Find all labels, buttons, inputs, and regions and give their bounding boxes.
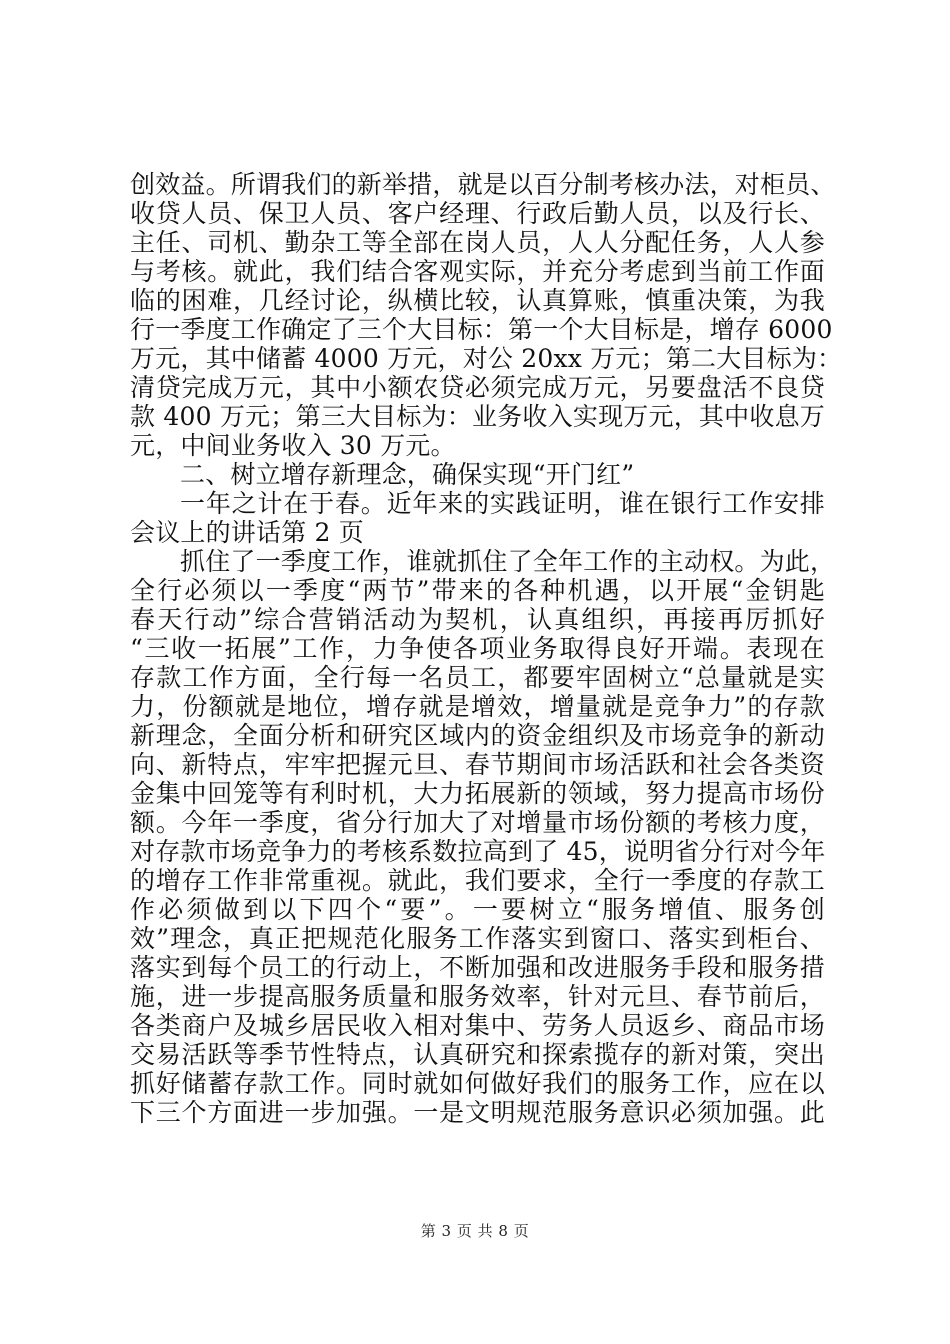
text-line: 抓好储蓄存款工作。同时就如何做好我们的服务工作，应在以: [130, 1069, 825, 1098]
text-line: 对存款市场竞争力的考核系数拉高到了 45，说明省分行对今年: [130, 837, 826, 866]
text-line: 效”理念，真正把规范化服务工作落实到窗口、落实到柜台、: [130, 924, 825, 953]
text-line: 作必须做到以下四个“要”。一要树立“服务增值、服务创: [130, 895, 825, 924]
document-body: [130, 170, 843, 1127]
text-line: 下三个方面进一步加强。一是文明规范服务意识必须加强。此: [130, 1098, 825, 1127]
text-line: 临的困难，几经讨论，纵横比较，认真算账，慎重决策，为我: [130, 286, 825, 315]
text-line: 创效益。所谓我们的新举措，就是以百分制考核办法，对柜员、: [130, 170, 836, 199]
text-line: 主任、司机、勤杂工等全部在岗人员，人人分配任务，人人参: [130, 228, 825, 257]
text-line: 交易活跃等季节性特点，认真研究和探索揽存的新对策，突出: [130, 1040, 825, 1069]
text-line: 落实到每个员工的行动上，不断加强和改进服务手段和服务措: [130, 953, 825, 982]
text-line: 元，中间业务收入 30 万元。: [130, 431, 456, 460]
text-line: 清贷完成万元，其中小额农贷必须完成万元，另要盘活不良贷: [130, 373, 825, 402]
text-line: 力，份额就是地位，增存就是增效，增量就是竞争力”的存款: [130, 692, 825, 721]
text-line: “三收一拓展”工作，力争使各项业务取得良好开端。表现在: [130, 634, 825, 663]
text-line: 施，进一步提高服务质量和服务效率，针对元旦、春节前后，: [130, 982, 825, 1011]
text-line: 的增存工作非常重视。就此，我们要求，全行一季度的存款工: [130, 866, 825, 895]
text-line: 金集中回笼等有利时机，大力拓展新的领域，努力提高市场份: [130, 779, 825, 808]
text-line: 各类商户及城乡居民收入相对集中、劳务人员返乡、商品市场: [130, 1011, 825, 1040]
text-line: 与考核。就此，我们结合客观实际，并充分考虑到当前工作面: [130, 257, 825, 286]
text-line: 全行必须以一季度“两节”带来的各种机遇，以开展“金钥匙: [130, 576, 825, 605]
text-line: 款 400 万元；第三大目标为：业务收入实现万元，其中收息万: [130, 402, 825, 431]
text-line: 向、新特点，牢牢把握元旦、春节期间市场活跃和社会各类资: [130, 750, 825, 779]
text-line: 收贷人员、保卫人员、客户经理、行政后勤人员，以及行长、: [130, 199, 825, 228]
text-line: 万元，其中储蓄 4000 万元，对公 20xx 万元；第二大目标为：: [130, 344, 843, 373]
text-line: 一年之计在于春。近年来的实践证明，谁在银行工作安排: [180, 489, 825, 518]
text-line: 会议上的讲话第 2 页: [130, 518, 365, 547]
text-line: 新理念，全面分析和研究区域内的资金组织及市场竞争的新动: [130, 721, 825, 750]
text-line: 行一季度工作确定了三个大目标：第一个大目标是，增存 6000: [130, 315, 833, 344]
text-line: 二、树立增存新理念，确保实现“开门红”: [180, 460, 635, 489]
text-line: 春天行动”综合营销活动为契机，认真组织，再接再厉抓好: [130, 605, 825, 634]
page-footer: 第 3 页 共 8 页: [420, 1222, 530, 1240]
text-line: 抓住了一季度工作，谁就抓住了全年工作的主动权。为此，: [180, 547, 836, 576]
text-line: 额。今年一季度，省分行加大了对增量市场份额的考核力度，: [130, 808, 825, 837]
text-line: 存款工作方面，全行每一名员工，都要牢固树立“总量就是实: [130, 663, 825, 692]
